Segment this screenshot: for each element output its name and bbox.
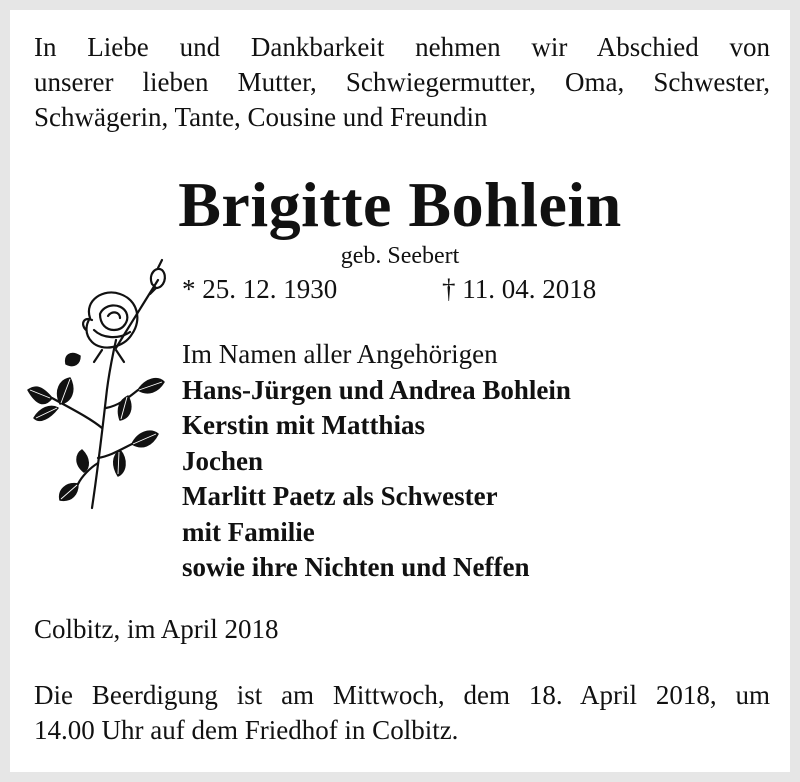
intro-line: In Liebe und Dankbarkeit nehmen wir Abschied von: [34, 32, 770, 62]
burial-info: [34, 678, 770, 748]
obituary-notice: [10, 10, 790, 772]
family-member: Hans-Jürgen und Andrea Bohlein: [182, 374, 571, 405]
family-list: [182, 337, 571, 586]
burial-line: Die Beerdigung ist am Mittwoch, dem 18. April 2018, um: [34, 680, 770, 710]
intro-text: [34, 30, 770, 135]
family-member: mit Familie: [182, 516, 315, 547]
birth-date: * 25. 12. 1930: [182, 274, 338, 304]
place-date: Colbitz, im April 2018: [34, 614, 279, 644]
burial-line: 14.00 Uhr auf dem Friedhof in Colbitz.: [34, 715, 459, 745]
family-intro: Im Namen aller Angehörigen: [182, 339, 498, 369]
maiden-name: geb. Seebert: [340, 243, 460, 269]
family-member: Jochen: [182, 445, 263, 476]
rose-icon: [20, 258, 170, 518]
family-member: Kerstin mit Matthias: [182, 410, 425, 440]
family-member: sowie ihre Nichten und Neffen: [182, 552, 530, 582]
intro-line: unserer lieben Mutter, Schwiegermutter, Oma, Schwester,: [34, 67, 770, 97]
deceased-name: Brigitte Bohlein: [178, 169, 622, 240]
death-date: † 11. 04. 2018: [442, 274, 597, 304]
intro-line: Schwägerin, Tante, Cousine und Freundin: [34, 102, 488, 132]
family-member: Marlitt Paetz als Schwester: [182, 481, 498, 511]
